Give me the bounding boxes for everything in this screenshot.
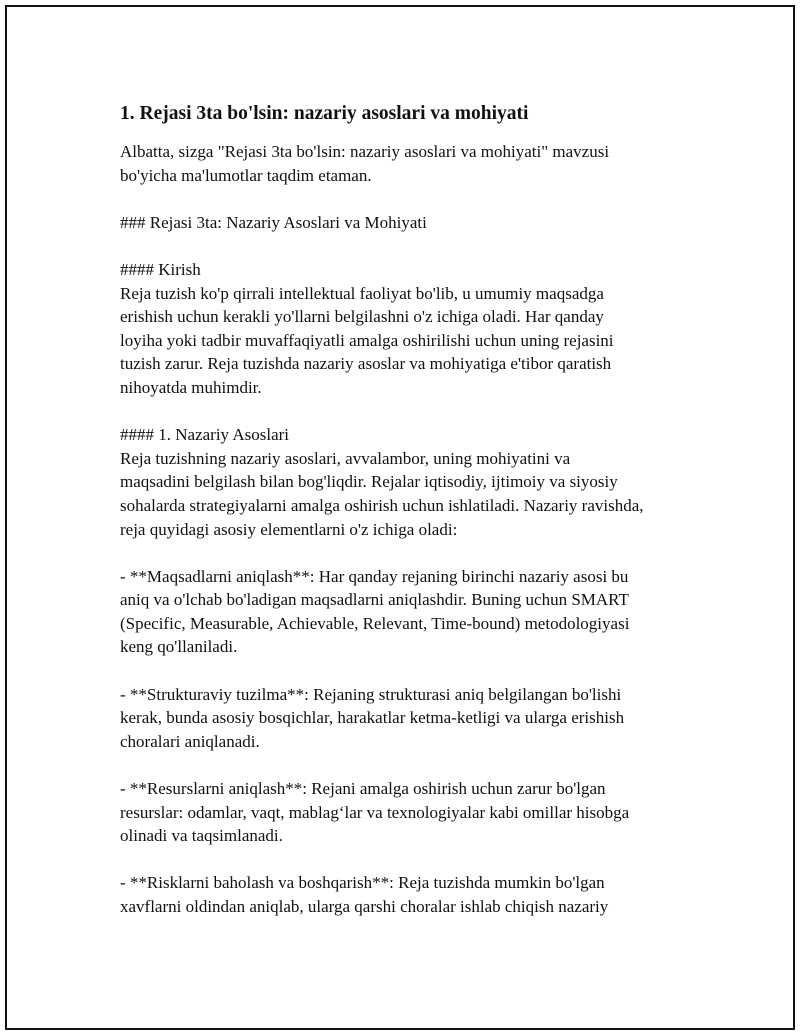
theoretical-basis-section: #### 1. Nazariy Asoslari Reja tuzishning nazariy asoslari, avvalambor, uning mohiyatini va maqsadini belgilash bilan bog'liqdir. Rejalar iqtisodiy, ijtimoiy va siyosiy sohalarda strategiyalarni amalga oshirish uchun ishlatiladi. Nazariy ravishda, reja quyidagi asosiy elementlarni o'z ichiga oladi:: [120, 425, 644, 539]
page-frame: [5, 5, 795, 1030]
list-item-structure: - **Strukturaviy tuzilma**: Rejaning strukturasi aniq belgilangan bo'lishi kerak, bunda asosiy bosqichlar, harakatlar ketma-ketligi va ularga erishish choralari aniqlanadi.: [120, 684, 625, 751]
intro-paragraph: Albatta, sizga "Rejasi 3ta bo'lsin: nazariy asoslari va mohiyati" mavzusi bo'yicha ma'lumotlar taqdim etaman.: [120, 142, 610, 185]
document-title: 1. Rejasi 3ta bo'lsin: nazariy asoslari va mohiyati: [120, 103, 529, 124]
introduction-section: #### Kirish Reja tuzish ko'p qirrali intellektual faoliyat bo'lib, u umumiy maqsadga erishish uchun kerakli yo'llarni belgilashni o'z ichiga oladi. Har qanday loyiha yoki tadbir muvaffaqiyatli amalga oshirilishi uchun uning rejasini tuzish zarur. Reja tuzishda nazariy asoslar va mohiyatiga e'tibor qaratish nihoyatda muhimdir.: [120, 259, 614, 397]
list-item-goals: - **Maqsadlarni aniqlash**: Har qanday rejaning birinchi nazariy asosi bu aniq va o'lchab bo'ladigan maqsadlarni aniqlashdir. Buning uchun SMART (Specific, Measurable, Achievable, Relevant, Time-bound) metodologiyasi keng qo'llaniladi.: [120, 566, 630, 657]
plan-heading: ### Rejasi 3ta: Nazariy Asoslari va Mohiyati: [120, 212, 427, 232]
list-item-resources: - **Resurslarni aniqlash**: Rejani amalga oshirish uchun zarur bo'lgan resurslar: odamlar, vaqt, mablag‘lar va texnologiyalar kabi omillar hisobga olinadi va taqsimlanadi.: [120, 779, 630, 846]
list-item-risks: - **Risklarni baholash va boshqarish**: Reja tuzishda mumkin bo'lgan xavflarni oldindan aniqlab, ularga qarshi choralar ishlab chiqish nazariy: [120, 873, 609, 916]
document-body: [120, 102, 710, 919]
